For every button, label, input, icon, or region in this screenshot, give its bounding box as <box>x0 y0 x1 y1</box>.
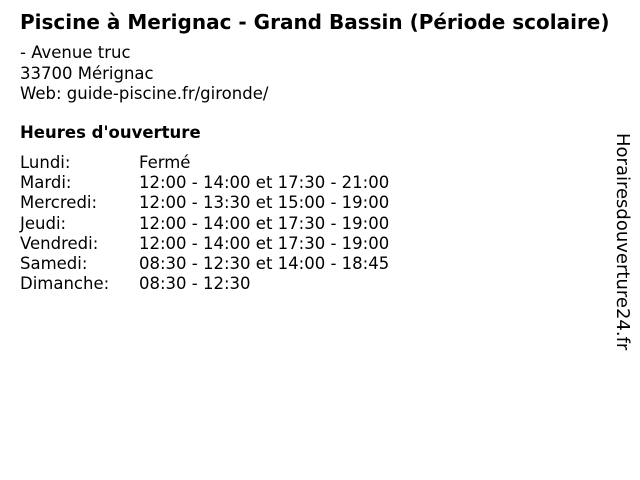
hours-row-dimanche <box>20 274 389 294</box>
hours-heading: Heures d'ouverture <box>20 123 201 142</box>
hours-row-lundi <box>20 153 389 173</box>
hours-time: 12:00 - 14:00 et 17:30 - 19:00 <box>139 213 390 233</box>
hours-time: 12:00 - 14:00 et 17:30 - 19:00 <box>139 233 390 253</box>
hours-time: 08:30 - 12:30 <box>139 274 251 294</box>
hours-time: 12:00 - 14:00 et 17:30 - 21:00 <box>139 173 390 193</box>
hours-row-mercredi <box>20 193 389 213</box>
hours-row-samedi <box>20 254 389 274</box>
hours-day: Mercredi: <box>20 193 98 213</box>
hours-time: 12:00 - 13:30 et 15:00 - 19:00 <box>139 193 390 213</box>
address-city: 33700 Mérignac <box>20 63 154 83</box>
hours-time: Fermé <box>139 153 191 172</box>
hours-row-jeudi <box>20 214 389 234</box>
address-street: - Avenue truc <box>20 43 131 62</box>
hours-day: Samedi: <box>20 254 88 274</box>
hours-table <box>20 153 389 294</box>
address-block <box>20 43 268 105</box>
hours-day: Lundi: <box>20 153 71 172</box>
hours-day: Vendredi: <box>20 233 99 253</box>
hours-day: Mardi: <box>20 173 72 193</box>
hours-day: Dimanche: <box>20 274 110 294</box>
site-watermark: Horairesdouverture24.fr <box>612 133 633 351</box>
page-title: Piscine à Merignac - Grand Bassin (Période scolaire) <box>20 10 610 34</box>
hours-row-vendredi <box>20 234 389 254</box>
hours-row-mardi <box>20 173 389 193</box>
hours-day: Jeudi: <box>20 213 67 233</box>
hours-time: 08:30 - 12:30 et 14:00 - 18:45 <box>139 254 390 274</box>
address-web: Web: guide-piscine.fr/gironde/ <box>20 84 269 103</box>
